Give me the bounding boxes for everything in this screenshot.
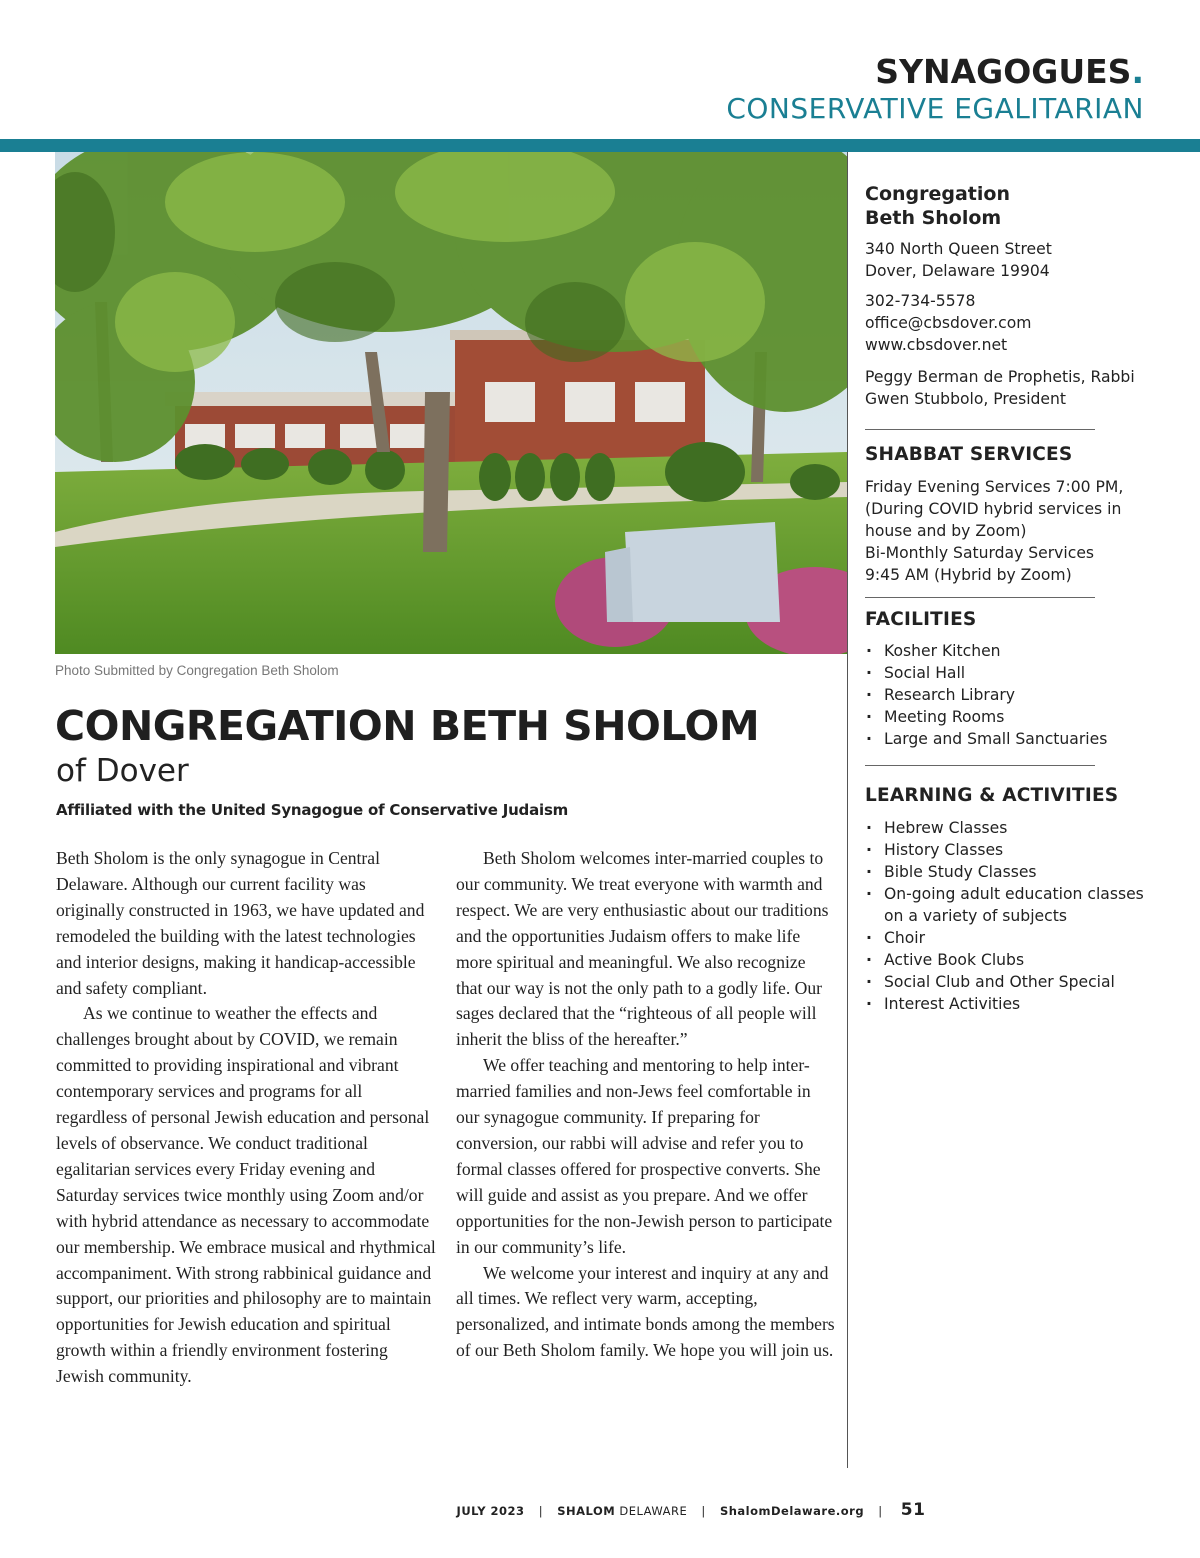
section-subtitle: CONSERVATIVE EGALITARIAN — [726, 92, 1144, 125]
footer-brand-bold: SHALOM — [557, 1504, 616, 1518]
sidebar-divider — [847, 152, 848, 1468]
footer-separator: | — [538, 1504, 544, 1518]
list-item: · Research Library — [865, 684, 1165, 706]
shabbat-line: Bi-Monthly Saturday Services — [865, 544, 1095, 562]
facilities-heading: FACILITIES — [865, 609, 977, 630]
org-name-line1: Congregation — [865, 183, 1010, 205]
list-item: · Hebrew Classes — [865, 817, 1165, 839]
email-link[interactable]: office@cbsdover.com — [865, 314, 1032, 332]
sidebar-rule — [865, 429, 1095, 430]
page-footer — [0, 1500, 1200, 1520]
affiliation-line: Affiliated with the United Synagogue of Conservative Judaism — [56, 801, 569, 819]
footer-line — [457, 1500, 926, 1520]
article-paragraph: As we continue to weather the effects and challenges brought about by COVID, we remain committed to providing inspirational and vibrant contemporary services and programs for all regardless of personal Jewish education and personal levels of observance. We conduct traditional egalitarian services every Friday evening and Saturday services twice monthly using Zoom and/or with hybrid attendance as necessary to accommodate our membership. We embrace musical and rhythmical accompaniment. With strong rabbinical guidance and support, our priorities and philosophy are to maintain opportunities for Jewish education and spiritual growth within a friendly environment fostering Jewish community. — [56, 1003, 436, 1387]
org-name-line2: Beth Sholom — [865, 207, 1002, 229]
website-link[interactable]: www.cbsdover.net — [865, 336, 1008, 354]
rabbi-name: Peggy Berman de Prophetis, Rabbi — [865, 368, 1135, 386]
shabbat-heading: SHABBAT SERVICES — [865, 444, 1073, 465]
header-divider-bar — [0, 139, 1200, 152]
phone-number: 302-734-5578 — [865, 292, 976, 310]
article-subtitle: of Dover — [56, 753, 189, 789]
shabbat-services — [865, 476, 1165, 586]
article-column-left — [56, 846, 436, 1390]
list-item: · On-going adult education classes on a variety of subjects — [865, 883, 1165, 927]
list-item: · Kosher Kitchen — [865, 640, 1165, 662]
sidebar-contact — [865, 290, 1165, 356]
shabbat-line: house and by Zoom) — [865, 522, 1027, 540]
learning-list — [865, 817, 1165, 1015]
address-line2: Dover, Delaware 19904 — [865, 262, 1050, 280]
sidebar-org-name — [865, 182, 1165, 230]
shabbat-line: (During COVID hybrid services in — [865, 500, 1122, 518]
section-title-dot: . — [1131, 52, 1144, 91]
sidebar-rule — [865, 597, 1095, 598]
shabbat-line: Friday Evening Services 7:00 PM, — [865, 478, 1124, 496]
article-title: CONGREGATION BETH SHOLOM — [55, 702, 760, 750]
facilities-list — [865, 640, 1165, 750]
sidebar-rule — [865, 765, 1095, 766]
list-item: · Bible Study Classes — [865, 861, 1165, 883]
list-item: · History Classes — [865, 839, 1165, 861]
sidebar-address — [865, 238, 1165, 282]
footer-separator: | — [701, 1504, 706, 1518]
list-item: · Choir — [865, 927, 1165, 949]
list-item: · Social Club and Other Special — [865, 971, 1165, 993]
footer-separator: | — [878, 1504, 883, 1518]
article-paragraph: Beth Sholom is the only synagogue in Central Delaware. Although our current facility was originally constructed in 1963, we have updated and remodeled the building with the latest technologies and interior designs, making it handicap-accessible and safety compliant. — [56, 848, 425, 998]
list-item: · Social Hall — [865, 662, 1165, 684]
list-item: · Large and Small Sanctuaries — [865, 728, 1165, 750]
list-item: · Interest Activities — [865, 993, 1165, 1015]
shabbat-line: 9:45 AM (Hybrid by Zoom) — [865, 566, 1072, 584]
article-column-right — [456, 846, 836, 1364]
photo-caption: Photo Submitted by Congregation Beth Sholom — [55, 663, 339, 678]
article-paragraph: We welcome your interest and inquiry at any and all times. We reflect very warm, accepting, personalized, and intimate bonds among the members of our Beth Sholom family. We hope you will join us. — [456, 1262, 835, 1361]
president-name: Gwen Stubbolo, President — [865, 390, 1067, 408]
article-paragraph: We offer teaching and mentoring to help inter-married families and non-Jews feel comfortable in our synagogue community. If preparing for conversion, our rabbi will advise and refer you to formal classes offered for prospective converts. She will guide and assist as you prepare. And we offer opportunities for the non-Jewish person to participate in our community’s life. — [456, 1055, 833, 1257]
address-line1: 340 North Queen Street — [865, 240, 1052, 258]
section-title-text: SYNAGOGUES — [875, 52, 1132, 91]
footer-date: JULY 2023 — [456, 1504, 525, 1518]
footer-site-link[interactable]: ShalomDelaware.org — [719, 1504, 865, 1518]
list-item: · Meeting Rooms — [865, 706, 1165, 728]
learning-heading: LEARNING & ACTIVITIES — [865, 785, 1119, 806]
sidebar-leadership — [865, 366, 1165, 410]
page-number: 51 — [900, 1500, 926, 1520]
footer-brand: DELAWARE — [619, 1504, 688, 1518]
section-title — [875, 52, 1144, 91]
article-paragraph: Beth Sholom welcomes inter-married couples to our community. We treat everyone with warmth and respect. We are very enthusiastic about our traditions and the opportunities Judaism offers to make life more spiritual and meaningful. We also recognize that our way is not the only path to a godly life. Our sages declared that the “righteous of all people will inherit the bliss of the hereafter.” — [456, 848, 829, 1050]
synagogue-photo — [55, 152, 847, 654]
list-item: · Active Book Clubs — [865, 949, 1165, 971]
